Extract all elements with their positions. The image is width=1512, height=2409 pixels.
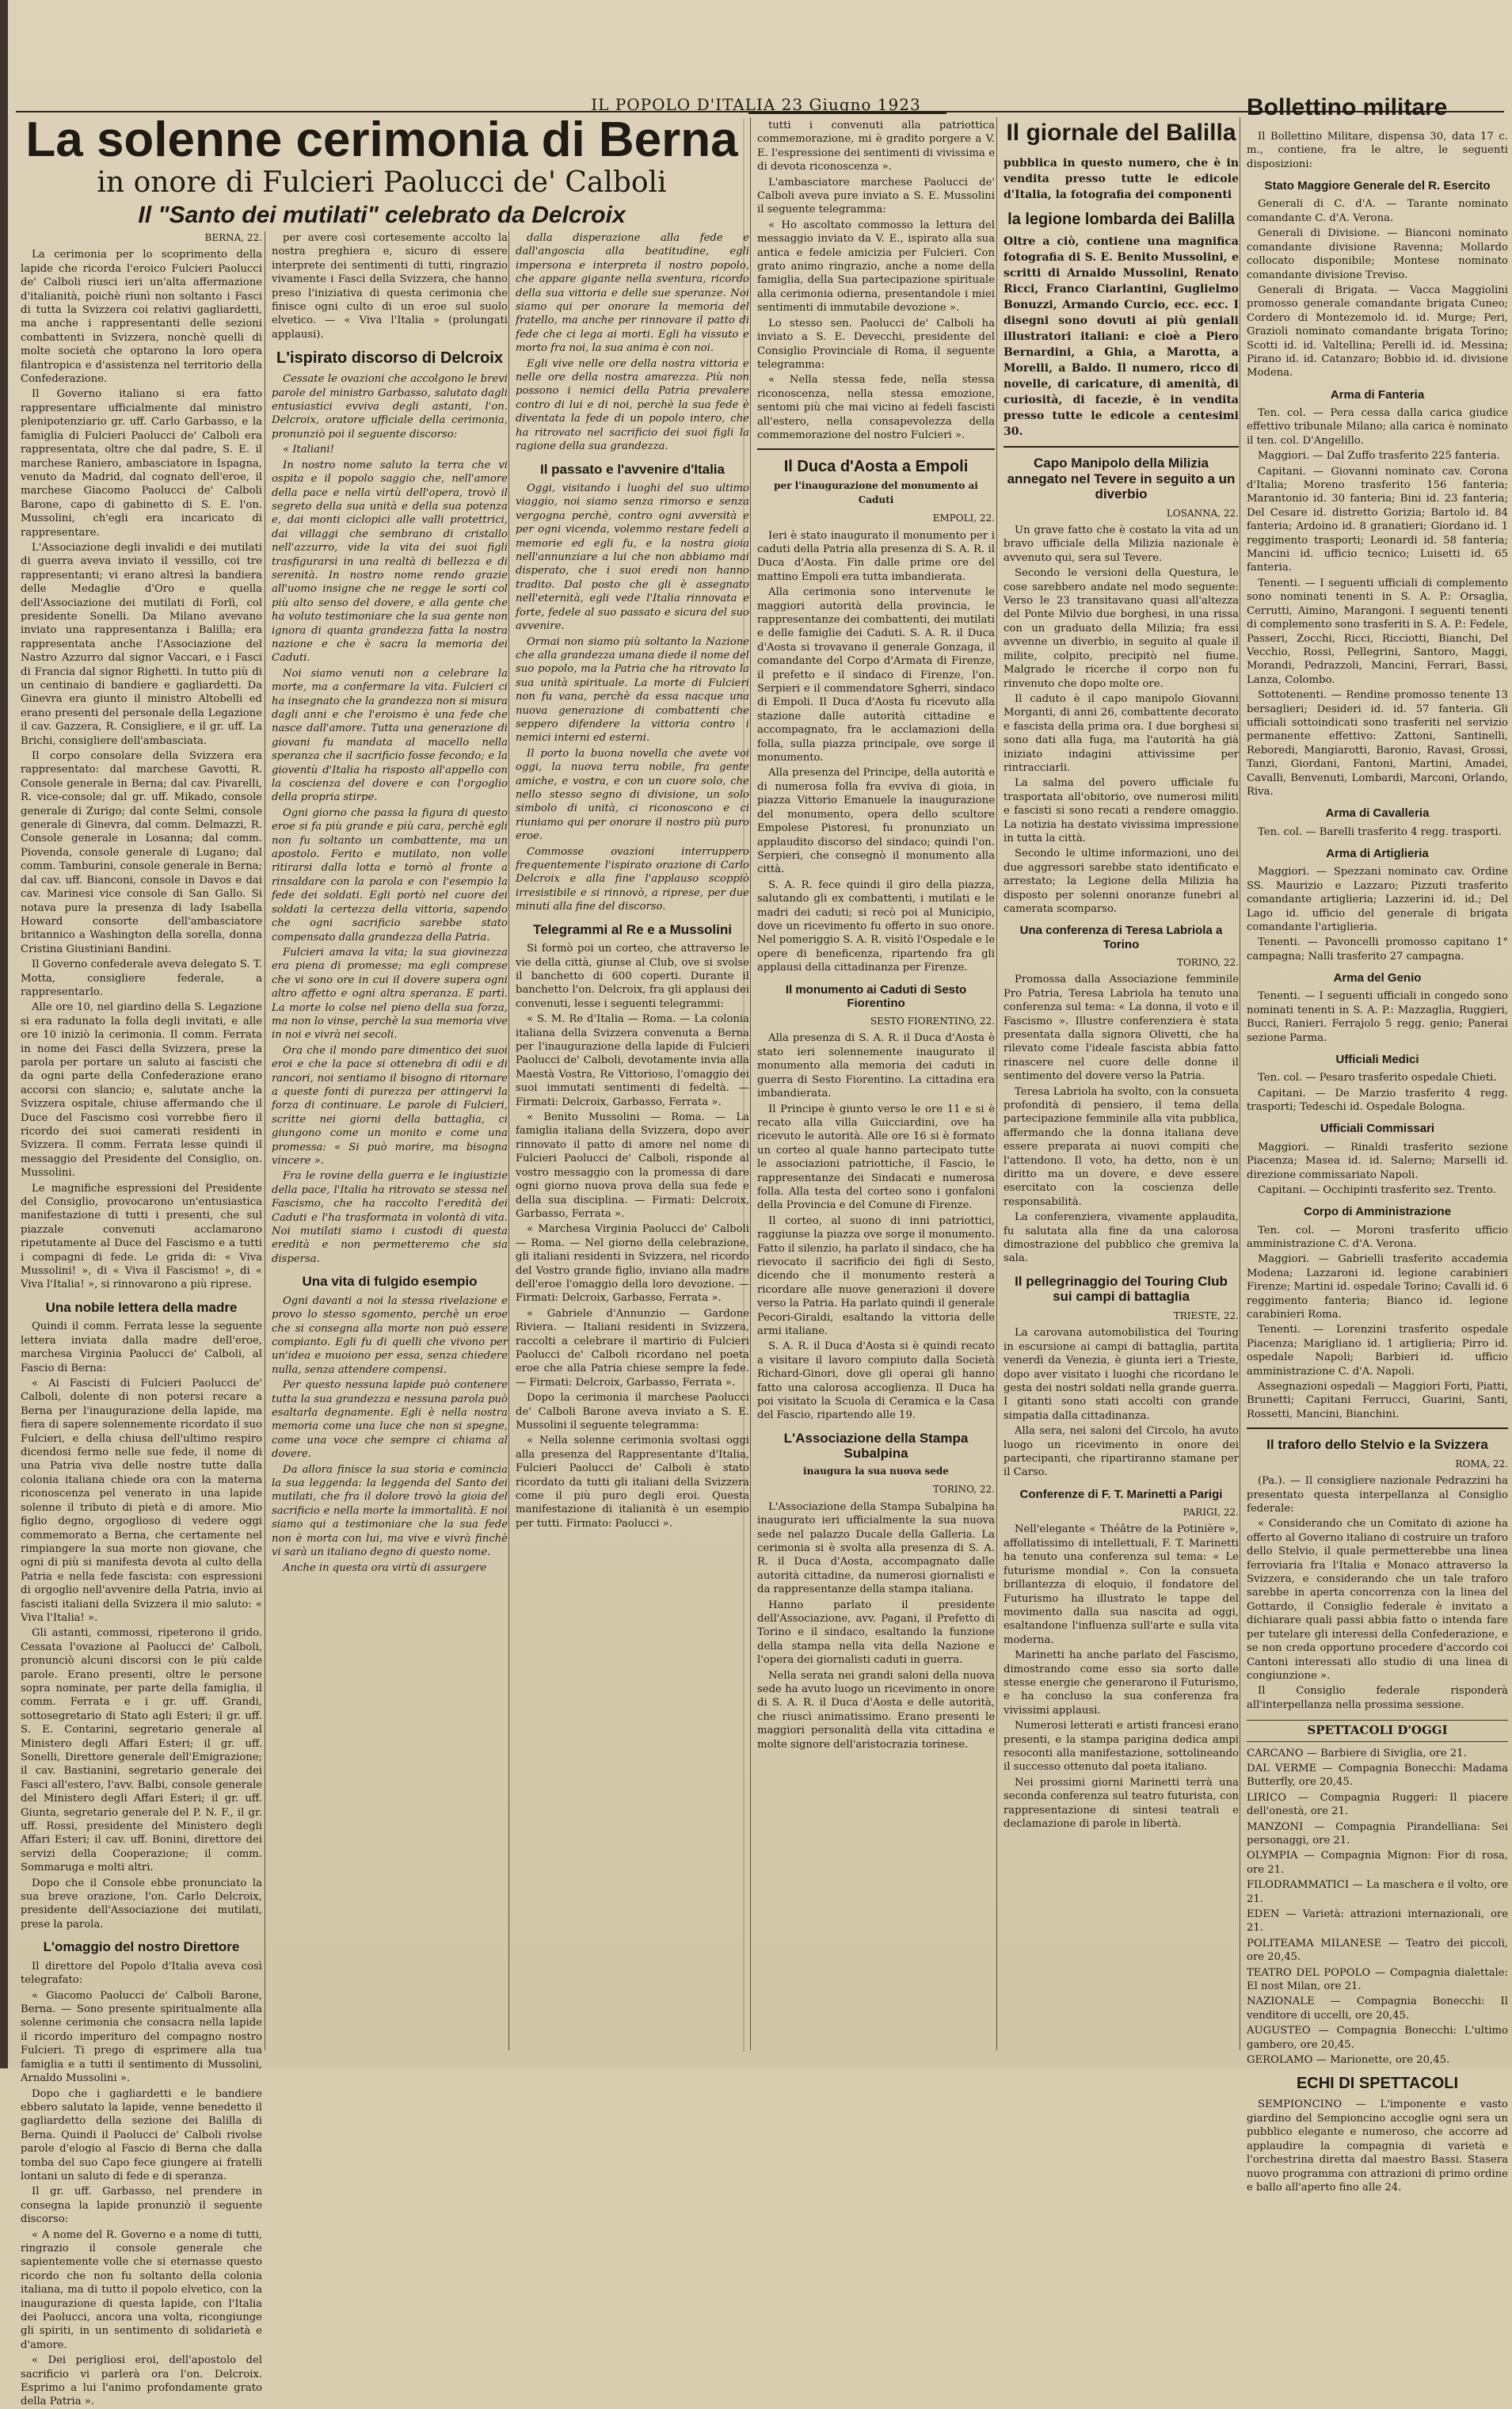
paragraph: « Nella stessa fede, nella stessa riconoscenza, nella stessa emozione, sentomi più che mai vicino ai fedeli fascisti all'estero, nella consapevolezza della commemorazione del nostro Fulcieri ».: [757, 374, 995, 441]
kicker-empoli: per l'inaugurazione del monumento ai Caduti: [774, 480, 978, 505]
paragraph: Dopo la cerimonia il marchese Paolucci de' Calboli Barone aveva inviato a S. E. Mussolini il seguente telegramma:: [516, 1392, 749, 1431]
section-heading-vita: Una vita di fulgido esempio: [302, 1274, 478, 1290]
director-body: [21, 1960, 262, 2409]
column-2: [269, 231, 511, 2053]
paragraph: S. A. R. il Duca d'Aosta si è quindi recato a visitare il lavoro compiuto dalla Società Richard-Ginori, dove gli operai gli hanno fatto una calorosa accoglienza. Il Duca ha poi visitato la Scuola di Ceramica e la Casa del Fascio, ripartendo alle 19.: [757, 1340, 995, 1422]
dateline-teresa: TORINO, 22.: [1177, 956, 1239, 968]
bollettino-entry: Ten. col. — Pera cessa dalla carica giudice effettivo tribunale Milano; alla carica è nominato il ten. col. D'Angelillo.: [1247, 407, 1508, 447]
bollettino-entry: Generali di Brigata. — Vacca Maggiolini promosso generale comandante brigata Cuneo; Cordero di Montezemolo id. id. Murge; Peri, Grazioli nominato comandante brigata Torino; Scotti id. id. Valtellina; Perelli id. id. Messina; Pirano id. id. Catanzaro; Bobbio id. id. divisione Modena.: [1247, 284, 1508, 379]
balilla-headline: Il giornale del Balilla: [1006, 120, 1236, 146]
section-heading-touring: Il pellegrinaggio del Touring Club sui campi di battaglia: [1015, 1273, 1228, 1305]
paragraph: Anche in questa ora virtù di assurgere: [283, 1561, 487, 1574]
paragraph: « Gabriele d'Annunzio — Gardone Riviera. — Italiani residenti in Svizzera, raccolti a celebrare il martirio di Fulcieri Paolucci de' Calboli ricordano nel poeta eroe che alla Patria chiese sempre la fede. — Firmati: Delcroix, Garbasso, Ferrata ».: [516, 1307, 749, 1389]
paragraph: TEATRO DEL POPOLO — Compagnia dialettale: El nost Milan, ore 21.: [1247, 1966, 1508, 1993]
paragraph: L'Associazione della Stampa Subalpina ha inaugurato ieri ufficialmente la sua nuova sede nel palazzo Ducale della Galleria. La cerimonia si è svolta alla presenza di S. A. R. il Duca d'Aosta, accompagnato dalle autorità cittadine, da numerosi giornalisti e da rappresentanze della stampa italiana.: [757, 1500, 995, 1596]
bollettino-headline: Bollettino militare: [1247, 94, 1448, 120]
paragraph: POLITEAMA MILANESE — Teatro dei piccoli, ore 20,45.: [1247, 1937, 1508, 1964]
paragraph: Per questo nessuna lapide può contenere tutta la sua grandezza e nessuna parola può esaltarla degnamente. Egli è nella nostra memoria come una luce che non si spegne, come una voce che sempre ci chiama al dovere.: [272, 1379, 508, 1461]
column-5: [1000, 119, 1242, 2052]
section-heading-director: L'omaggio del nostro Direttore: [43, 1939, 240, 1955]
paragraph: DAL VERME — Compagnia Bonecchi: Madama Butterfly, ore 20,45.: [1247, 1762, 1508, 1789]
bollettino-intro: Il Bollettino Militare, dispensa 30, data 17 c. m., contiene, fra le altre, le seguenti disposizioni:: [1247, 131, 1508, 170]
paragraph: « Considerando che un Comitato di azione ha offerto al Governo italiano di costruire un traforo dello Stelvio, il quale permetterebbe una linea ferroviaria fra l'Italia e Monaco attraverso la Svizzera, e considerando che un tale traforo sarebbe in aperta concorrenza con la linea del Gottardo, il Consiglio federale è invitato a dichiarare quali passi abbia fatto o intenda fare per tutelare gli interessi della Confederazione, e se non creda opportuno procedere d'accordo coi Cantoni interessati allo studio di una linea di congiunzione ».: [1247, 1518, 1508, 1682]
paragraph: Ogni giorno che passa la figura di questo eroe si fa più grande e più cara, perchè egli non fu soltanto un combattente, ma un apostolo. Ferito e mutilato, non volle ritirarsi dalla lotta e tornò al fronte a rinsaldare con la parola e con l'esempio la fede dei soldati. Egli portò nel cuore dei soldati la certezza della vittoria, sapendo che ogni sacrificio sarebbe stato compensato dalla grandezza della Patria.: [272, 806, 508, 943]
paragraph: Nella serata nei grandi saloni della nuova sede ha avuto luogo un ricevimento in onore di S. A. R. il Duca d'Aosta e delle autorità, che riuscì animatissimo. Erano presenti le maggiori personalità della vita cittadina e molte signore dell'aristocrazia torinese.: [757, 1669, 995, 1751]
paragraph: Oggi, visitando i luoghi del suo ultimo viaggio, noi siamo senza rimorso e senza vergogna perchè, contro ogni avversità e per ogni vicenda, volemmo restare fedeli a memorie ed egli fu, e la nostra gioia nell'annunziare a lui che non abbiamo mai disperato, che i suoi eredi non hanno tradito. Dal posto che gli è assegnato nell'eternità, egli vede l'Italia rinnovata e forte, fedele al suo passato e sicura del suo avvenire.: [516, 482, 749, 633]
paragraph: OLYMPIA — Compagnia Mignon: Fior di rosa, ore 21.: [1247, 1850, 1508, 1876]
section-heading-stampa: L'Associazione della Stampa Subalpina: [783, 1430, 969, 1462]
paragraph: « A nome del R. Governo e a nome di tutti, ringrazio il console generale che sapientemente volle che si eternasse questo ricordo che non fu soltanto della colonia italiana, ma di tutto il popolo elvetico, con la inaugurazione di questa lapide, con l'Italia dei Paolucci, ancora una volta, ricongiunge gli spiriti, in un sentimento di solidarietà e d'amore.: [21, 2228, 262, 2351]
paragraph: La cerimonia per lo scoprimento della lapide che ricorda l'eroico Fulcieri Paolucci de' Calboli riusci ieri un'alta affermazione d'italianità, poichè riunì non soltanto i Fasci di tutta la Svizzera coi relativi gagliardetti, ma anche i rappresentanti delle sezioni combattenti in Svizzera, nonchè quelli di molte società che optarono la loro opera filantropica e d'assistenza nel territorio della Confederazione.: [21, 249, 262, 386]
paragraph: Noi siamo venuti non a celebrare la morte, ma a confermare la vita. Fulcieri ci ha insegnato che la grandezza non si misura dagli anni e che l'eroismo è una fede che nasce dall'amore. Tutta una generazione di giovani fu mandata al macello nella speranza che il sacrificio fosse fecondo; e la gioventù d'Italia ha risposto all'appello con la coscienza del dovere e con l'orgoglio della propria stirpe.: [272, 667, 508, 804]
paragraph: Cessate le ovazioni che accolgono le brevi parole del ministro Garbasso, salutato dagli entusiastici evviva degli astanti, l'on. Delcroix, oratore ufficiale della cerimonia, pronunziò poi il seguente discorso:: [272, 373, 508, 440]
main-subheadline: in onore di Fulcieri Paolucci de' Calboli: [97, 166, 667, 199]
balilla-text: Oltre a ciò, contiene una magnifica fotografia di S. E. Benito Mussolini, e scritti di Arnaldo Mussolini, Renato Ricci, Franco Ciarlantini, Guglielmo Bonuzzi, Armando Curcio, ecc. ecc. I disegni sono dovuti ai più geniali illustratori italiani: e cioè a Piero Bernardini, a Ghia, a Marotta, a Morelli, a Baldo. Il numero, ricco di novelle, di caricature, di amenità, di curiosità, di facezie, è in vendita presso tutte le edicole a centesimi 30.: [1004, 235, 1239, 438]
paragraph: Promossa dalla Associazione femminile Pro Patria, Teresa Labriola ha tenuto una conferenza sul tema: « La donna, il voto e il Fascismo ». Illustre conferenziera è stata presentata dalla signora Olivetti, che ha rilevato come l'ideale fascista abbia fatto rinascere nel cuore delle donne il sentimento del dovere verso la Patria.: [1004, 974, 1239, 1083]
paragraph: Dopo che il Console ebbe pronunciato la sua breve orazione, l'on. Carlo Delcroix, presidente dell'Associazione dei mutilati, prese la parola.: [21, 1877, 262, 1931]
dateline-sesto: SESTO FIORENTINO, 22.: [870, 1016, 995, 1027]
paper-fold: [743, 119, 745, 2052]
paragraph: Alla presenza di S. A. R. il Duca d'Aosta è stato ieri solennemente inaugurato il monumento alla memoria dei caduti in guerra di Sesto Fiorentino. La cittadina era imbandierata.: [757, 1032, 995, 1100]
paragraph: Alla presenza del Principe, della autorità e di numerosa folla fra evviva di gioia, in piazza Vittorio Emanuele la inaugurazione del monumento, opera dello scultore Empolese Pistoresi, fu pronunziato un applaudito discorso del sindaco; quindi l'on. Serpieri, che consegnò il monumento alla città.: [757, 767, 995, 876]
paragraph: « Benito Mussolini — Roma. — La famiglia italiana della Svizzera, dopo aver rinnovato il patto di amore nel nome di Fulcieri Paolucci de' Calboli, risponde al vostro messaggio con la promessa di dare ogni giorno nuova prova della sua fede e della sua disciplina. — Firmati: Delcroix, Garbasso, Ferrata ».: [516, 1111, 749, 1220]
bollettino-entry: Ten. col. — Moroni trasferito ufficio amministrazione C. d'A. Verona.: [1247, 1224, 1508, 1250]
paragraph: Alla cerimonia sono intervenute le maggiori autorità della provincia, le rappresentanze dei combattenti, dei mutilati e delle famiglie dei Caduti. S. A. R. il Duca d'Aosta si trovavano il generale Gonzaga, il comandante del Corpo d'Armata di Firenze, il prefetto e il sindaco di Firenze, l'on. Serpieri e il commendatore Sgherri, sindaco di Empoli. Il Duca d'Aosta fu ricevuto alla stazione dalle autorità cittadine e accompagnato, fra le acclamazioni della folla, sulla piazza principale, ove sorge il monumento.: [757, 586, 995, 764]
paragraph: La salma del povero ufficiale fu trasportata all'obitorio, ove numerosi militi e fascisti si sono recati a rendere omaggio. La notizia ha destato vivissima impressione in tutta la città.: [1004, 777, 1239, 844]
paragraph: Il Governo confederale aveva delegato S. T. Motta, consigliere federale, a rappresentarlo.: [21, 959, 262, 998]
stelvio-body: [1247, 1474, 1508, 1712]
paragraph: LIRICO — Compagnia Ruggeri: Il piacere dell'onestà, ore 21.: [1247, 1791, 1508, 1818]
paragraph: Teresa Labriola ha svolto, con la consueta profondità di pensiero, il tema della partecipazione femminile alla vita pubblica, affermando che la donna italiana deve essere preparata ai nuovi compiti che l'attendono. Il voto, ha detto, non è un diritto ma un dovere, e deve essere esercitato con la coscienza delle responsabilità.: [1004, 1085, 1239, 1208]
bollettino-entry: Maggiori. — Rinaldi trasferito sezione Piacenza; Masea id. id. Salerno; Marselli id. direzione commissariato Napoli.: [1247, 1141, 1508, 1181]
bollettino-section-heading: Arma di Cavalleria: [1325, 806, 1430, 821]
bollettino-entry: Capitani. — De Marzio trasferito 4 regg. trasporti; Tedeschi id. Ospedale Bologna.: [1247, 1087, 1508, 1114]
paragraph: L'Associazione degli invalidi e dei mutilati di guerra aveva inviato il vessillo, coi tre rappresentanti; vi erano altresì la bandiera delle Medaglie d'Oro e quella dell'Associazione dei mutilati di Forlì, col presidente Sonelli. Da Milano avevano inviato una rappresentanza i Balilla; era rappresentata anche l'Associazione del Nastro Azzurro dal signor Vaccari, e i Fasci di Francia dal signor Righetti. In tutto più di un centinaio di bandiere e gagliardetti. Da Ginevra era giunto il ministro Altobelli ed erano presenti del personale della Legazione il cav. Gazzera, R. Consigliere, e il gr. uff. La Brichi, consigliere dell'ambasciata.: [21, 541, 262, 747]
paragraph: « Ai Fascisti di Fulcieri Paolucci de' Calboli, dolente di non potersi recare a Berna per l'inaugurazione della lapide, ma fiera di sapere solennemente ricordato il suo Fulcieri, e della chiusa dell'ultimo respiro dicendosi fermo nelle sue fede, il nome di una Patria viva delle nostre tutte dalla colonia italiana chiede ora con la materna riconoscenza pel venerato in una lapide solenne il tributo di pietà e di amore. Mio figlio degno, orgoglioso di vedere oggi commemorato a Berna, che certamente nel rimpiangere la sua morte non giovane, che ogni di più si manifesta devota al culto della Patria e nella fede fascista: con espressioni di orgoglio nell'avvenire della Patria, invio ai fascisti italiani della Svizzera il mio saluto: « Viva l'Italia! ».: [21, 1378, 262, 1624]
section-heading-milizia: Capo Manipolo della Milizia annegato nel Tevere in seguito a un diverbio: [1007, 455, 1236, 502]
paragraph: Il gr. uff. Garbasso, nel prendere in consegna la lapide pronunziò il seguente discorso:: [21, 2186, 262, 2226]
scan-edge: [0, 0, 8, 2068]
paragraph: La carovana automobilistica del Touring in escursione ai campi di battaglia, partita venerdì da Venezia, è giunta ieri a Trieste, dopo aver visitato i luoghi che ricordano le gesta dei nostri soldati nella grande guerra. I gitanti sono stati accolti con grande simpatia dalla cittadinanza.: [1004, 1327, 1239, 1422]
paragraph: Ormai non siamo più soltanto la Nazione che alla grandezza umana diede il nome del suo popolo, ma la Patria che ha ritrovato la sua unità spirituale. La morte di Fulcieri non fu vana, perchè da essa nacque una nuova generazione di combattenti che seppero difendere la vittoria contro i nemici interni ed esterni.: [516, 635, 749, 745]
bollettino-entry: Assegnazioni ospedali — Maggiori Forti, Piatti, Brunetti; Capitani Ferrucci, Guarini, Santi, Rossetti, Mancini, Bianchini.: [1247, 1381, 1508, 1420]
paragraph: SEMPIONCINO — L'imponente e vasto giardino del Sempioncino accoglie ogni sera un pubblico elegante e numeroso, che accorre ad applaudire la compagnia di varietà e l'orchestrina diretta dal maestro Bassi. Stasera nuovo programma con attrazioni di primo ordine e ballo all'aperto fino alle 24.: [1247, 2098, 1508, 2194]
paragraph: « Italiani!: [283, 444, 334, 456]
paragraph: « Nella solenne cerimonia svoltasi oggi alla presenza del Rappresentante d'Italia, Fulcieri Paolucci de' Calboli è stato ricordato da tutti gli italiani della Svizzera come il più puro degli eroi. Questa manifestazione di italianità è un esempio per tutti. Firmato: Paolucci ».: [516, 1435, 749, 1530]
kicker-stampa: inaugura la sua nuova sede: [803, 1465, 949, 1477]
paragraph: Da allora finisce la sua storia e comincia la sua leggenda: la leggenda del Santo dei mutilati, che fra il dolore trovò la gioia del sacrificio e nella morte la immortalità. E noi siamo qui a testimoniare che la sua fede non è morta con lui, ma vive e vivrà finchè vi sarà un italiano degno di questo nome.: [272, 1463, 508, 1559]
paragraph: Secondo le ultime informazioni, uno dei due aggressori sarebbe stato identificato e arrestato; la Legione della Milizia ha disposto per solenni onoranze funebri al camerata scomparso.: [1004, 848, 1239, 916]
paragraph: Un grave fatto che è costato la vita ad un bravo ufficiale della Milizia nazionale è avvenuto qui, sera sul Tevere.: [1004, 524, 1239, 564]
bollettino-entry: Tenenti. — I seguenti ufficiali in congedo sono nominati tenenti in S. A. P.: Mazzaglia, Ruggieri, Bucci, Ranieri. Ferrajolo 5 regg. genio; Panerai sezione Parma.: [1247, 990, 1508, 1044]
paragraph: S. A. R. fece quindi il giro della piazza, salutando gli ex combattenti, i mutilati e le madri dei caduti; si recò poi al Municipio, dove un ricevimento fu offerto in suo onore. Nel pomeriggio S. A. R. visitò l'Ospedale e le opere di beneficenza, ripartendo fra gli applausi della cittadinanza per Firenze.: [757, 879, 995, 974]
article-body: [21, 248, 262, 1291]
bollettino-entry: Maggiori. — Gabrielli trasferito accademia Modena; Lazzaroni id. legione carabinieri Firenze; Martini id. ospedale Torino; Cavalli id. 6 reggimento fanteria; Bianco id. legione carabinieri Roma.: [1247, 1253, 1508, 1321]
bollettino-sections: [1247, 179, 1508, 1421]
dateline: BERNA, 22.: [204, 232, 262, 243]
section-heading-marinetti: Conferenze di F. T. Marinetti a Parigi: [1019, 1487, 1223, 1501]
col4-top-rule: [748, 112, 946, 114]
paragraph: Il Governo italiano si era fatto rappresentare ufficialmente dal ministro plenipotenziario gr. uff. Carlo Garbasso, e la famiglia di Fulcieri Paolucci de' Calboli era rappresentata, oltre che dal padre, S. E. il marchese Raniero, ambasciatore in Ispagna, venuto da Madrid, dal cognato dell'eroe, il marchese Giacomo Paolucci de' Calboli Barone, capo di gabinetto di S. E. l'on. Mussolini, ch'egli era incaricato di rappresentare.: [21, 388, 262, 539]
dateline-stampa: TORINO, 22.: [933, 1484, 995, 1496]
section-heading-letter: Una nobile lettera della madre: [45, 1299, 238, 1315]
paragraph: Nei prossimi giorni Marinetti terrà una seconda conferenza sul teatro futurista, con rappresentazione di sintesi teatrali e declamazione di parole in libertà.: [1004, 1776, 1239, 1831]
bollettino-section-heading: Corpo di Amministrazione: [1303, 1205, 1452, 1219]
column-3: [512, 231, 752, 2053]
column-4: [754, 119, 998, 2052]
balilla-section: la legione lombarda dei Balilla: [1007, 211, 1235, 228]
paragraph: Alla sera, nei saloni del Circolo, ha avuto luogo un ricevimento in onore dei partecipanti, che ripartiranno stamane per il Carso.: [1004, 1425, 1239, 1479]
letter-body: [21, 1320, 262, 1931]
paragraph: CARCANO — Barbiere di Siviglia, ore 21.: [1247, 1747, 1467, 1759]
paragraph: Lo stesso sen. Paolucci de' Calboli ha inviato a S. E. Devecchi, presidente del Consiglio Provinciale di Roma, il seguente telegramma:: [757, 317, 995, 371]
paragraph: Ogni davanti a noi la stessa rivelazione e provo lo stesso sgomento, perchè un eroe che si consegna alla morte non può essere compianto. Egli fu di quelli che vivono per un'idea e muoiono per essa, senza chiedere nulla, senza attendere compensi.: [272, 1294, 508, 1376]
paragraph: FILODRAMMATICI — La maschera e il volto, ore 21.: [1247, 1879, 1508, 1905]
spettacoli-list: [1247, 1747, 1508, 2068]
telegrams-body: [516, 942, 749, 1530]
section-heading-sesto: Il monumento ai Caduti di Sesto Fiorentino: [785, 982, 967, 1010]
section-heading-empoli: Il Duca d'Aosta a Empoli: [783, 458, 969, 476]
bollettino-entry: Sottotenenti. — Rendine promosso tenente 13 bersaglieri; Desideri id. id. 57 fanteria. Gli ufficiali sottoindicati sono trasferiti nel servizio permanente effettivo: Zattoni, Santinelli, Reboredi, Mangiarotti, Baronio, Ravasi, Grossi, Tanzi, Giordani, Fantoni, Martini, Amadei, Cavalli, Benvenuti, Lombardi, Marconi, Orlando, Riva.: [1247, 689, 1508, 798]
section-heading-passato: Il passato e l'avvenire d'Italia: [540, 461, 725, 477]
bollettino-section-heading: Arma di Artiglieria: [1326, 847, 1429, 861]
paragraph: Il Consiglio federale risponderà all'interpellanza nella prossima sessione.: [1247, 1685, 1508, 1711]
paragraph: Il porto la buona novella che avete voi oggi, la nuova terra nobile, fra gente amiche, e vostra, e con un cuore solo, che nello stesso segno di divisione, un solo simbolo di unità, ci riconoscono e ci riuniamo qui per onorare il nostro più puro eroe.: [516, 747, 749, 843]
paragraph: Egli vive nelle ore della nostra vittoria e nelle ore della nostra amarezza. Più non possono i nemici della Patria prevalere contro di lui e di noi, perchè la sua fede è diventata la fede di un popolo intero, che ha ritrovato nel sacrificio dei suoi figli la ragione della sua grandezza.: [516, 357, 749, 453]
paragraph: Ieri è stato inaugurato il monumento per i caduti della Patria alla presenza di S. A. R. il Duca d'Aosta. Fin dalle prime ore del mattino Empoli era tutta imbandierata.: [757, 529, 995, 583]
touring-body: [1004, 1326, 1239, 1479]
dateline-empoli: EMPOLI, 22.: [932, 513, 995, 524]
paragraph: MANZONI — Compagnia Pirandelliana: Sei personaggi, ore 21.: [1247, 1820, 1508, 1847]
bollettino-section-heading: Arma di Fanteria: [1330, 387, 1425, 402]
bollettino-entry: Ten. col. — Barelli trasferito 4 regg. trasporti.: [1258, 825, 1502, 838]
paragraph: La conferenziera, vivamente applaudita, fu salutata alla fine da una calorosa dimostrazione del pubblico che gremiva la sala.: [1004, 1211, 1239, 1265]
spettacoli-heading: SPETTACOLI D'OGGI: [1247, 1720, 1508, 1741]
speech-body-4: [516, 482, 749, 914]
milizia-body: [1004, 524, 1239, 916]
bollettino-entry: Maggiori. — Dal Zuffo trasferito 225 fanteria.: [1258, 450, 1500, 463]
separator-rule: [757, 448, 995, 450]
running-head: IL POPOLO D'ITALIA 23 Giugno 1923: [591, 95, 921, 114]
paragraph: « Marchesa Virginia Paolucci de' Calboli — Roma. — Nel giorno della celebrazione, gli italiani residenti in Svizzera, nel ricordo del Vostro grande figlio, inviano alla madre dell'eroe l'omaggio della loro devozione. — Firmati: Delcroix, Garbasso, Ferrata ».: [516, 1223, 749, 1305]
paragraph: Gli astanti, commossi, ripeterono il grido. Cessata l'ovazione al Paolucci de' Calboli, pronunciò alcuni discorsi con le più calde parole. Erano presenti, oltre le persone sopra nominate, per parte della famiglia, il comm. Ferrata e i gr. uff. Grandi, sottosegretario di Stato agli Esteri; il gr. uff. S. E. Contarini, segretario generale al Ministero degli Affari Esteri; il gr. uff. Sonelli, Direttore generale dell'Emigrazione; il cav. Bastianini, segretario generale dei Fasci all'estero, l'avv. Balbi, console generale del Ministero degli Affari Esteri; il gr. uff. Giunta, segretario generale del P. N. F., il gr. uff. Rossi, presidente del Ministero degli Affari Esteri; il cav. uff. Bonini, direttore dei servizi della Cooperazione; il comm. Sommaruga e molti altri.: [21, 1627, 262, 1874]
section-heading-telegrams: Telegrammi al Re e a Mussolini: [533, 921, 732, 937]
paragraph: « Dei perigliosi eroi, dell'apostolo del sacrificio vi parlerà ora l'on. Delcroix. Esprimo a lui l'animo profondamente grato della Patria ».: [21, 2354, 262, 2408]
main-subtitle: Il "Santo dei mutilati" celebrato da Delcroix: [138, 202, 626, 228]
paragraph: tutti i convenuti alla patriottica commemorazione, mi è gradito porgere a V. E. l'espressione dei sentimenti di vivissima e di devota riconoscenza ».: [757, 120, 995, 173]
column-6: [1243, 93, 1511, 2194]
paragraph: (Pa.). — Il consigliere nazionale Pedrazzini ha presentato questa interpellanza al Consiglio federale:: [1247, 1475, 1508, 1515]
dateline-touring: TRIESTE, 22.: [1173, 1309, 1239, 1321]
paragraph: Marinetti ha anche parlato del Fascismo, dimostrando come esso sia sorto dalle stesse energie che generarono il Futurismo, e ha concluso la sua conferenza fra vivissimi applausi.: [1004, 1649, 1239, 1717]
paragraph: Fulcieri amava la vita; la sua giovinezza era piena di promesse; ma egli comprese che vi sono ore in cui il dovere supera ogni altro affetto e ogni altra speranza. E partì. La morte lo colse nel pieno della sua forza, ma non lo vinse, perchè la sua memoria vive in noi e vivrà nei secoli.: [272, 946, 508, 1042]
column-1: [17, 231, 265, 2408]
speech-body-3: [516, 231, 749, 454]
main-headline: La solenne cerimonia di Berna: [25, 112, 738, 167]
paragraph: In nostro nome saluto la terra che vi ospita e il popolo saggio che, nell'amore della pace e nella virtù dell'opera, trovò il segreto della sua unità e della sua potenza e, dai monti ciclopici alle valli protettrici, dai villaggi che sembrano di cristallo nell'azzurro, vide la vita dei suoi figli trasfigurarsi in una realtà di bellezza e di serenità. In nostro nome rendo grazie all'uomo insigne che ne regge le sorti col più alto senso del dovere, e alla gente che ha voluto testimoniare che la sua gente non ignora di quanta grandezza fatta la nostra nazione e che è sacra la memoria dei Caduti.: [272, 459, 508, 665]
paragraph: NAZIONALE — Compagnia Bonecchi: Il venditore di uccelli, ore 20,45.: [1247, 1995, 1508, 2022]
section-heading-stelvio: Il traforo dello Stelvio e la Svizzera: [1266, 1437, 1488, 1453]
teresa-body: [1004, 973, 1239, 1266]
bollettino-section-heading: Ufficiali Commissari: [1320, 1122, 1435, 1136]
paragraph: Secondo le versioni della Questura, le cose sarebbero andate nel modo seguente: Verso le 23 transitavano quasi all'altezza del Ponte Milvio due borghesi, in una rissa con un graduato della Milizia; fra essi avvenne un diverbio, in seguito al quale il milite, colpito, precipitò nel fiume. Malgrado le ricerche il corpo non fu rinvenuto che dopo molte ore.: [1004, 567, 1239, 690]
bollettino-entry: Capitani. — Occhipinti trasferito sez. Trento.: [1258, 1184, 1496, 1196]
paragraph: Il corteo, al suono di inni patriottici, raggiunse la piazza ove sorge il monumento. Fatto il silenzio, ha parlato il sindaco, che ha rievocato il sacrificio dei figli di Sesto, dicendo che il monumento resterà a ricordare alle nuove generazioni il dovere verso la Patria. Ha parlato quindi il generale Pecori-Giraldi, esaltando la vittoria delle armi italiane.: [757, 1214, 995, 1337]
paragraph: AUGUSTEO — Compagnia Bonecchi: L'ultimo gambero, ore 20,45.: [1247, 2025, 1508, 2051]
paragraph: dalla disperazione alla fede e dall'angoscia alla beatitudine, egli impersona e interpreta il nostro popolo, che appare gigante nella sventura, ricordo della sua vittoria e delle sue speranze. Noi siamo qui per onorare la memoria del fratello, ma anche per rinnovare il patto di fede che ci lega ai morti. Egli ha vissuto e morto fra noi, la sua anima è con noi.: [516, 232, 749, 355]
stampa-body: [757, 1500, 995, 1751]
paragraph: « S. M. Re d'Italia — Roma. — La colonia italiana della Svizzera convenuta a Berna per l'inaugurazione della lapide di Fulcieri Paolucci de' Calboli, devotamente invia alla Maestà Vostra, Re Vittorioso, l'omaggio dei suoi immutati sentimenti di fedeltà. — Firmati: Delcroix, Garbasso, Ferrata ».: [516, 1013, 749, 1108]
paragraph: Quindi il comm. Ferrata lesse la seguente lettera inviata dalla madre dell'eroe, marchesa Virginia Paolucci de' Calboli, al Fascio di Berna:: [21, 1321, 262, 1374]
paragraph: per avere così cortesemente accolto la nostra preghiera e, sicuro di essere interprete dei sentimenti di tutti, ringrazio vivamente i Fasci della Svizzera, che hanno preso l'iniziativa di questa cerimonia che finisce ogni culto di un eroe sul suolo elvetico. — « Viva l'Italia » (prolungati applausi).: [272, 232, 508, 341]
echi-body: [1247, 2098, 1508, 2194]
bollettino-entry: Maggiori. — Spezzani nominato cav. Ordine SS. Maurizio e Lazzaro; Pizzuti trasferito comandante artiglieria; Lazzerini id. id.; Del Lago id. ufficio del generale di brigata comandante l'artiglieria.: [1247, 866, 1508, 933]
section-heading-delcroix: L'ispirato discorso di Delcroix: [276, 349, 503, 368]
section-heading-teresa: Una conferenza di Teresa Labriola a Torino: [1019, 924, 1223, 951]
paragraph: Commosse ovazioni interruppero frequentemente l'ispirato orazione di Carlo Delcroix e alla fine l'applauso scoppiò irresistibile e si rinnovò, a riprese, per due minuti alla fine del discorso.: [516, 845, 749, 913]
bollettino-entry: Ten. col. — Pesaro trasferito ospedale Chieti.: [1258, 1072, 1497, 1084]
echi-heading: ECHI DI SPETTACOLI: [1296, 2075, 1459, 2093]
paragraph: Hanno parlato il presidente dell'Associazione, avv. Pagani, il Prefetto di Torino e il sindaco, esaltando la funzione della stampa nella vita della Nazione e l'opera dei giornalisti caduti in guerra.: [757, 1599, 995, 1667]
paragraph: EDEN — Varietà: attrazioni internazionali, ore 21.: [1247, 1908, 1508, 1934]
paragraph: « Giacomo Paolucci de' Calboli Barone, Berna. — Sono presente spiritualmente alla solenne cerimonia che consacra nella lapide il ricordo imperituro del compagno nostro Fulcieri. Ti prego di esprimere alla tua famiglia e a tutti il sentimento di Mussolini, Arnaldo Mussolini ».: [21, 1989, 262, 2085]
dateline-milizia: LOSANNA, 22.: [1166, 507, 1239, 519]
marinetti-body: [1004, 1523, 1239, 1831]
bollettino-entry: Tenenti. — I seguenti ufficiali di complemento sono nominati tenenti in S. A. P.: Orsaglia, Cerrutti, Aimino, Marangoni. I seguenti tenenti di complemento sono trasferiti in S. A. P.: Fedele, Passeri, Zocchi, Ricci, Ricciotti, Bianchi, Del Vecchio, Rossi, Pellegrini, Santoro, Maggi, Morandi, Pedrazzoli, Mancini, Ferrari, Bassi, Lanza, Colombo.: [1247, 577, 1508, 686]
article-body: [757, 119, 995, 442]
paragraph: Il direttore del Popolo d'Italia aveva così telegrafato:: [21, 1960, 262, 1987]
bollettino-entry: Tenenti. — Pavoncelli promosso capitano 1° campagna; Nalli trasferito 27 campagna.: [1247, 936, 1508, 962]
separator-rule: [1247, 1427, 1508, 1429]
bollettino-section-heading: Stato Maggiore Generale del R. Esercito: [1264, 179, 1491, 193]
paragraph: Fra le rovine della guerra e le ingiustizie della pace, l'Italia ha ritrovato se stessa nel Fascismo, che ha raccolto l'eredità dei Caduti e l'ha trasformata in volontà di vita. Noi mutilati siamo i custodi di questa eredità e non permetteremo che sia dispersa.: [272, 1170, 508, 1265]
sesto-body: [757, 1031, 995, 1422]
separator-rule: [1004, 446, 1239, 448]
article-body: [272, 231, 508, 341]
paragraph: Numerosi letterati e artisti francesi erano presenti, e la stampa parigina dedica ampi resoconti alla manifestazione, sottolineando il successo ottenuto dal poeta italiano.: [1004, 1720, 1239, 1774]
paragraph: Il corpo consolare della Svizzera era rappresentato: dal marchese Gavotti, R. Console generale in Berna; dal cav. Pivarelli, R. vice-console; dal gr. uff. Mikado, console generale di Zurigo; dal conte Selmi, console generale di Ginevra, dal comm. Delmazzi, R. Console generale in Losanna; dal comm. Piovenda, console generale di Lugano; dal comm. Tamburini, console generale in Berna; dal cav. uff. Bianconi, console in Davos e dai cav. Marinesi vice console di San Gallo. Si notava pure la presenza di lady Isabella Howard consorte dell'ambasciatore britannico a Washington della sorella, donna Cristina Giustiniani Bandini.: [21, 750, 262, 955]
paragraph: Il Principe è giunto verso le ore 11 e si è recato alla villa Guicciardini, ove ha ricevuto le autorità. Alle ore 16 si è formato un corteo al quale hanno partecipato tutte le associazioni patriottiche, il Fascio, le rappresentanze dei Sindacati e numerosa folla. Alla testa del corteo sono i gonfaloni della Provincia e del Comune di Firenze.: [757, 1103, 995, 1212]
paragraph: Alle ore 10, nel giardino della S. Legazione si era radunato la folla degli invitati, e alle ore 10 iniziò la cerimonia. Il comm. Ferrata in nome dei Fasci della Svizzera, prese la parola per portare un saluto ai fascisti che da ogni parte della Confederazione erano accorsi con slancio; e, salutate anche la Svizzera ospitale, chiuse affermando che il Duce del Fascismo così vorrebbe fiero il ricordo dei suoi camerati residenti in Svizzera. Il comm. Ferrata lesse quindi il messaggio del Presidente del Consiglio, on. Mussolini.: [21, 1001, 262, 1180]
balilla-lead: pubblica in questo numero, che è in vendita presso tutte le edicole d'Italia, la fotografia dei componenti: [1004, 157, 1239, 201]
bollettino-entry: Generali di Divisione. — Bianconi nominato comandante divisione Ravenna; Mollardo collocato disponibile; Montese nominato comandante divisione Treviso.: [1247, 227, 1508, 281]
bollettino-entry: Generali di C. d'A. — Tarante nominato comandante C. d'A. Verona.: [1247, 198, 1508, 224]
empoli-body: [757, 529, 995, 975]
speech-body-2: [272, 1294, 508, 1575]
paragraph: Nell'elegante « Théâtre de la Potinière », affollatissimo di intellettuali, F. T. Marinetti ha tenuto una conferenza sul tema: « Le futurisme mondial ». Con la consueta brillantezza di eloquio, il fondatore del Futurismo ha illustrato le tappe del movimento dalla sua nascita ad oggi, esaltandone l'influenza sull'arte e sulla vita moderna.: [1004, 1523, 1239, 1646]
paragraph: L'ambasciatore marchese Paolucci de' Calboli aveva pure inviato a S. E. Mussolini il seguente telegramma:: [757, 176, 995, 216]
paragraph: Le magnifiche espressioni del Presidente del Consiglio, provocarono un'entusiastica manifestazione di tutti i presenti, che sul piazzale convenuti acclamarono ripetutamente al Duce del Fascismo e a tutti i compagni di fede. Le grida di: « Viva Mussolini! », di « Viva il Fascismo! », di « Viva l'Italia! », si rinnovarono a più riprese.: [21, 1182, 262, 1291]
speech-body: [272, 372, 508, 1266]
paragraph: Ora che il mondo pare dimentico dei suoi eroi e che la pace si ottenebra di odii e di rancori, noi sentiamo il bisogno di ritornare a queste fonti di purezza per attingervi la forza di continuare. Le parole di Fulcieri, scritte nei giorni della battaglia, ci giungono come un monito e come una promessa: « Si può morire, ma bisogna vincere ».: [272, 1044, 508, 1167]
bollettino-entry: Capitani. — Giovanni nominato cav. Corona d'Italia; Moreno trasferito 156 fanteria; Marantonio id. 30 fanteria; Bini id. 23 fanteria; Del Cesare id. distretto Gorizia; Bartolo id. 84 fanteria; Ardoino id. 8 granatieri; Giordano id. 1 reggimento trasporti; Leonardi id. 58 fanteria; Mancini id. ufficio tecnico; Luisetti id. 65 fanteria.: [1247, 465, 1508, 574]
bollettino-section-heading: Arma del Genio: [1333, 971, 1422, 985]
paragraph: GEROLAMO — Marionette, ore 20,45.: [1247, 2054, 1450, 2067]
bollettino-section-heading: Ufficiali Medici: [1335, 1053, 1419, 1066]
dateline-marinetti: PARIGI, 22.: [1183, 1507, 1239, 1519]
dateline-stelvio: ROMA, 22.: [1455, 1458, 1508, 1469]
bollettino-entry: Tenenti. — Lorenzini trasferito ospedale Piacenza; Marigliano id. 1 artiglieria; Pirro id. ospedale Napoli; Barbieri id. ufficio amministrazione C. d'A. Napoli.: [1247, 1324, 1508, 1378]
paragraph: « Ho ascoltato commosso la lettura del messaggio inviato da V. E., ispirato alla sua antica e fedele amicizia per Fulcieri. Con grato animo ringrazio, anche a nome della famiglia, della Sua partecipazione spirituale alla cerimonia odierna, presentandole i miei sentimenti di immutabile devozione ».: [757, 219, 995, 314]
paragraph: Si formò poi un corteo, che attraverso le vie della città, giunse al Club, ove si svolse il banchetto di 600 coperti. Durante il banchetto l'on. Delcroix, fra gli applausi dei convenuti, lesse i seguenti telegrammi:: [516, 943, 749, 1010]
paragraph: Il caduto è il capo manipolo Giovanni Morganti, di anni 26, combattente decorato e fascista della prima ora. I due borghesi si sono dati alla fuga, ma l'autorità ha già iniziato indagini attivissime per rintracciarli.: [1004, 692, 1239, 774]
paragraph: Dopo che i gagliardetti e le bandiere ebbero salutato la lapide, venne benedetto il gagliardetto della sezione dei Balilla di Berna. Quindi il Paolucci de' Calboli rivolse parole d'elogio al Fascio di Berna che dalla tomba del suo Capo fece giungere ai fratelli lontani un saluto di fede e di speranza.: [21, 2087, 262, 2182]
